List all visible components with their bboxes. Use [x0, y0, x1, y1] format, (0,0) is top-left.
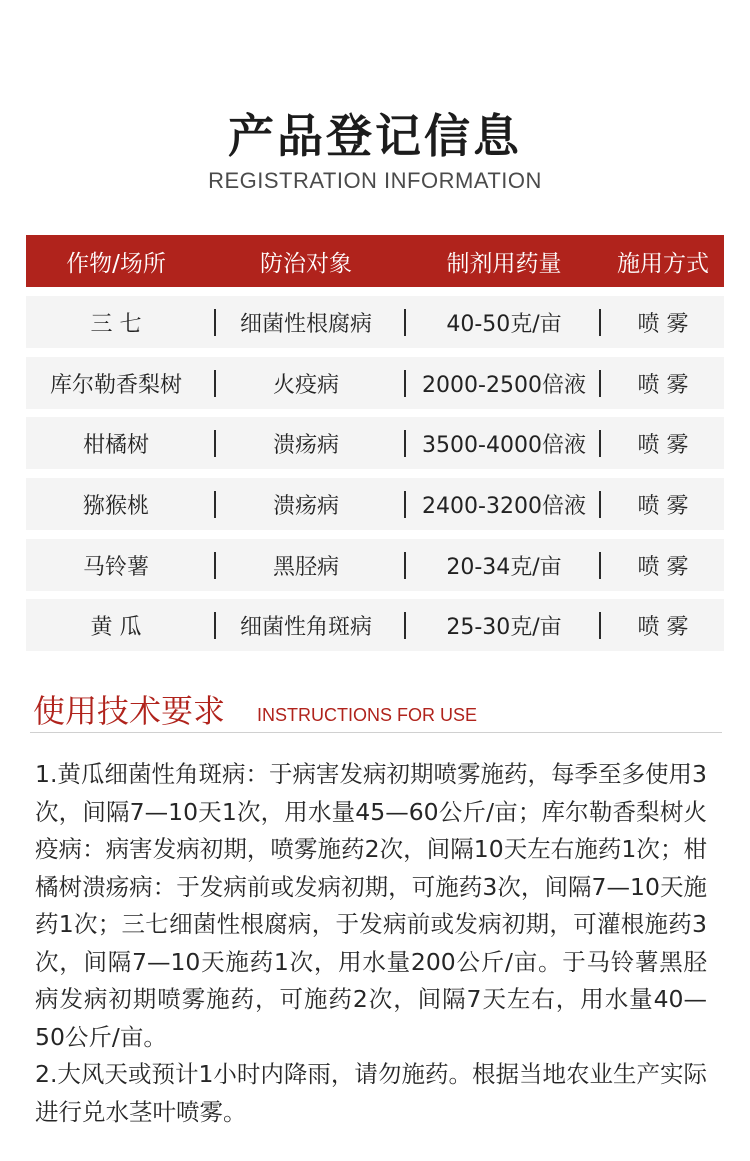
cell-crop: 柑橘树 — [82, 432, 149, 458]
cell-target: 细菌性根腐病 — [239, 311, 372, 337]
column-divider — [214, 552, 216, 579]
column-divider — [599, 309, 601, 336]
column-header-crop: 作物/场所 — [66, 250, 166, 277]
cell-crop: 猕猴桃 — [82, 493, 149, 519]
cell-method: 喷 雾 — [637, 493, 689, 519]
section-subtitle: INSTRUCTIONS FOR USE — [257, 705, 478, 725]
cell-target: 溃疡病 — [272, 432, 339, 458]
cell-method: 喷 雾 — [637, 372, 689, 398]
column-divider — [599, 552, 601, 579]
cell-dosage: 40-50克/亩 — [446, 311, 562, 337]
column-divider — [214, 612, 216, 639]
column-divider — [404, 612, 406, 639]
cell-dosage: 20-34克/亩 — [446, 554, 562, 580]
column-divider — [214, 370, 216, 397]
column-divider — [214, 430, 216, 457]
table-row — [26, 539, 724, 591]
cell-crop: 库尔勒香梨树 — [49, 372, 182, 398]
cell-crop: 马铃薯 — [82, 554, 149, 580]
instruction-paragraph: 1.黄瓜细菌性角斑病：于病害发病初期喷雾施药，每季至多使用3次，间隔7—10天1次，用水量45—60公斤/亩；库尔勒香梨树火疫病：病害发病初期，喷雾施药2次，间隔10天左右施药1次；柑橘树溃疡病：于发病前或发病初期，可施药3次，间隔7—10天施药1次；三七细菌性根腐病，于发病前或发病初期，可灌根施药3次，间隔7—10天施药1次，用水量200公斤/亩。于马铃薯黑胫病发病初期喷雾施药，可施药2次，间隔7天左右，用水量40—50公斤/亩。 — [35, 760, 707, 1051]
cell-crop: 三 七 — [90, 311, 142, 337]
cell-target: 细菌性角斑病 — [239, 614, 372, 640]
cell-dosage: 25-30克/亩 — [446, 614, 562, 640]
cell-crop: 黄 瓜 — [90, 614, 142, 640]
column-divider — [404, 491, 406, 518]
table-header — [26, 235, 724, 287]
column-divider — [404, 370, 406, 397]
table-row — [26, 478, 724, 530]
column-divider — [599, 612, 601, 639]
cell-target: 溃疡病 — [272, 493, 339, 519]
column-header-dosage: 制剂用药量 — [446, 250, 562, 277]
cell-method: 喷 雾 — [637, 311, 689, 337]
table-row — [26, 357, 724, 409]
cell-dosage: 2400-3200倍液 — [422, 493, 586, 519]
column-divider — [214, 309, 216, 336]
column-divider — [404, 309, 406, 336]
cell-dosage: 3500-4000倍液 — [422, 432, 586, 458]
column-divider — [404, 430, 406, 457]
column-divider — [214, 491, 216, 518]
cell-dosage: 2000-2500倍液 — [422, 372, 586, 398]
page-title: 产品登记信息 — [228, 109, 522, 163]
column-header-method: 施用方式 — [617, 250, 709, 277]
column-divider — [599, 370, 601, 397]
column-header-target: 防治对象 — [260, 250, 352, 277]
cell-target: 黑胫病 — [272, 554, 339, 580]
cell-method: 喷 雾 — [637, 554, 689, 580]
column-divider — [599, 430, 601, 457]
instructions-body — [35, 756, 707, 1131]
table-row — [26, 417, 724, 469]
table-row — [26, 296, 724, 348]
column-divider — [404, 552, 406, 579]
cell-method: 喷 雾 — [637, 614, 689, 640]
section-divider — [30, 732, 722, 733]
cell-target: 火疫病 — [272, 372, 339, 398]
cell-method: 喷 雾 — [637, 432, 689, 458]
table-row — [26, 599, 724, 651]
column-divider — [599, 491, 601, 518]
section-title: 使用技术要求 — [33, 692, 226, 730]
instruction-paragraph: 2.大风天或预计1小时内降雨，请勿施药。根据当地农业生产实际进行兑水茎叶喷雾。 — [35, 1060, 707, 1126]
page-subtitle: REGISTRATION INFORMATION — [208, 168, 542, 193]
